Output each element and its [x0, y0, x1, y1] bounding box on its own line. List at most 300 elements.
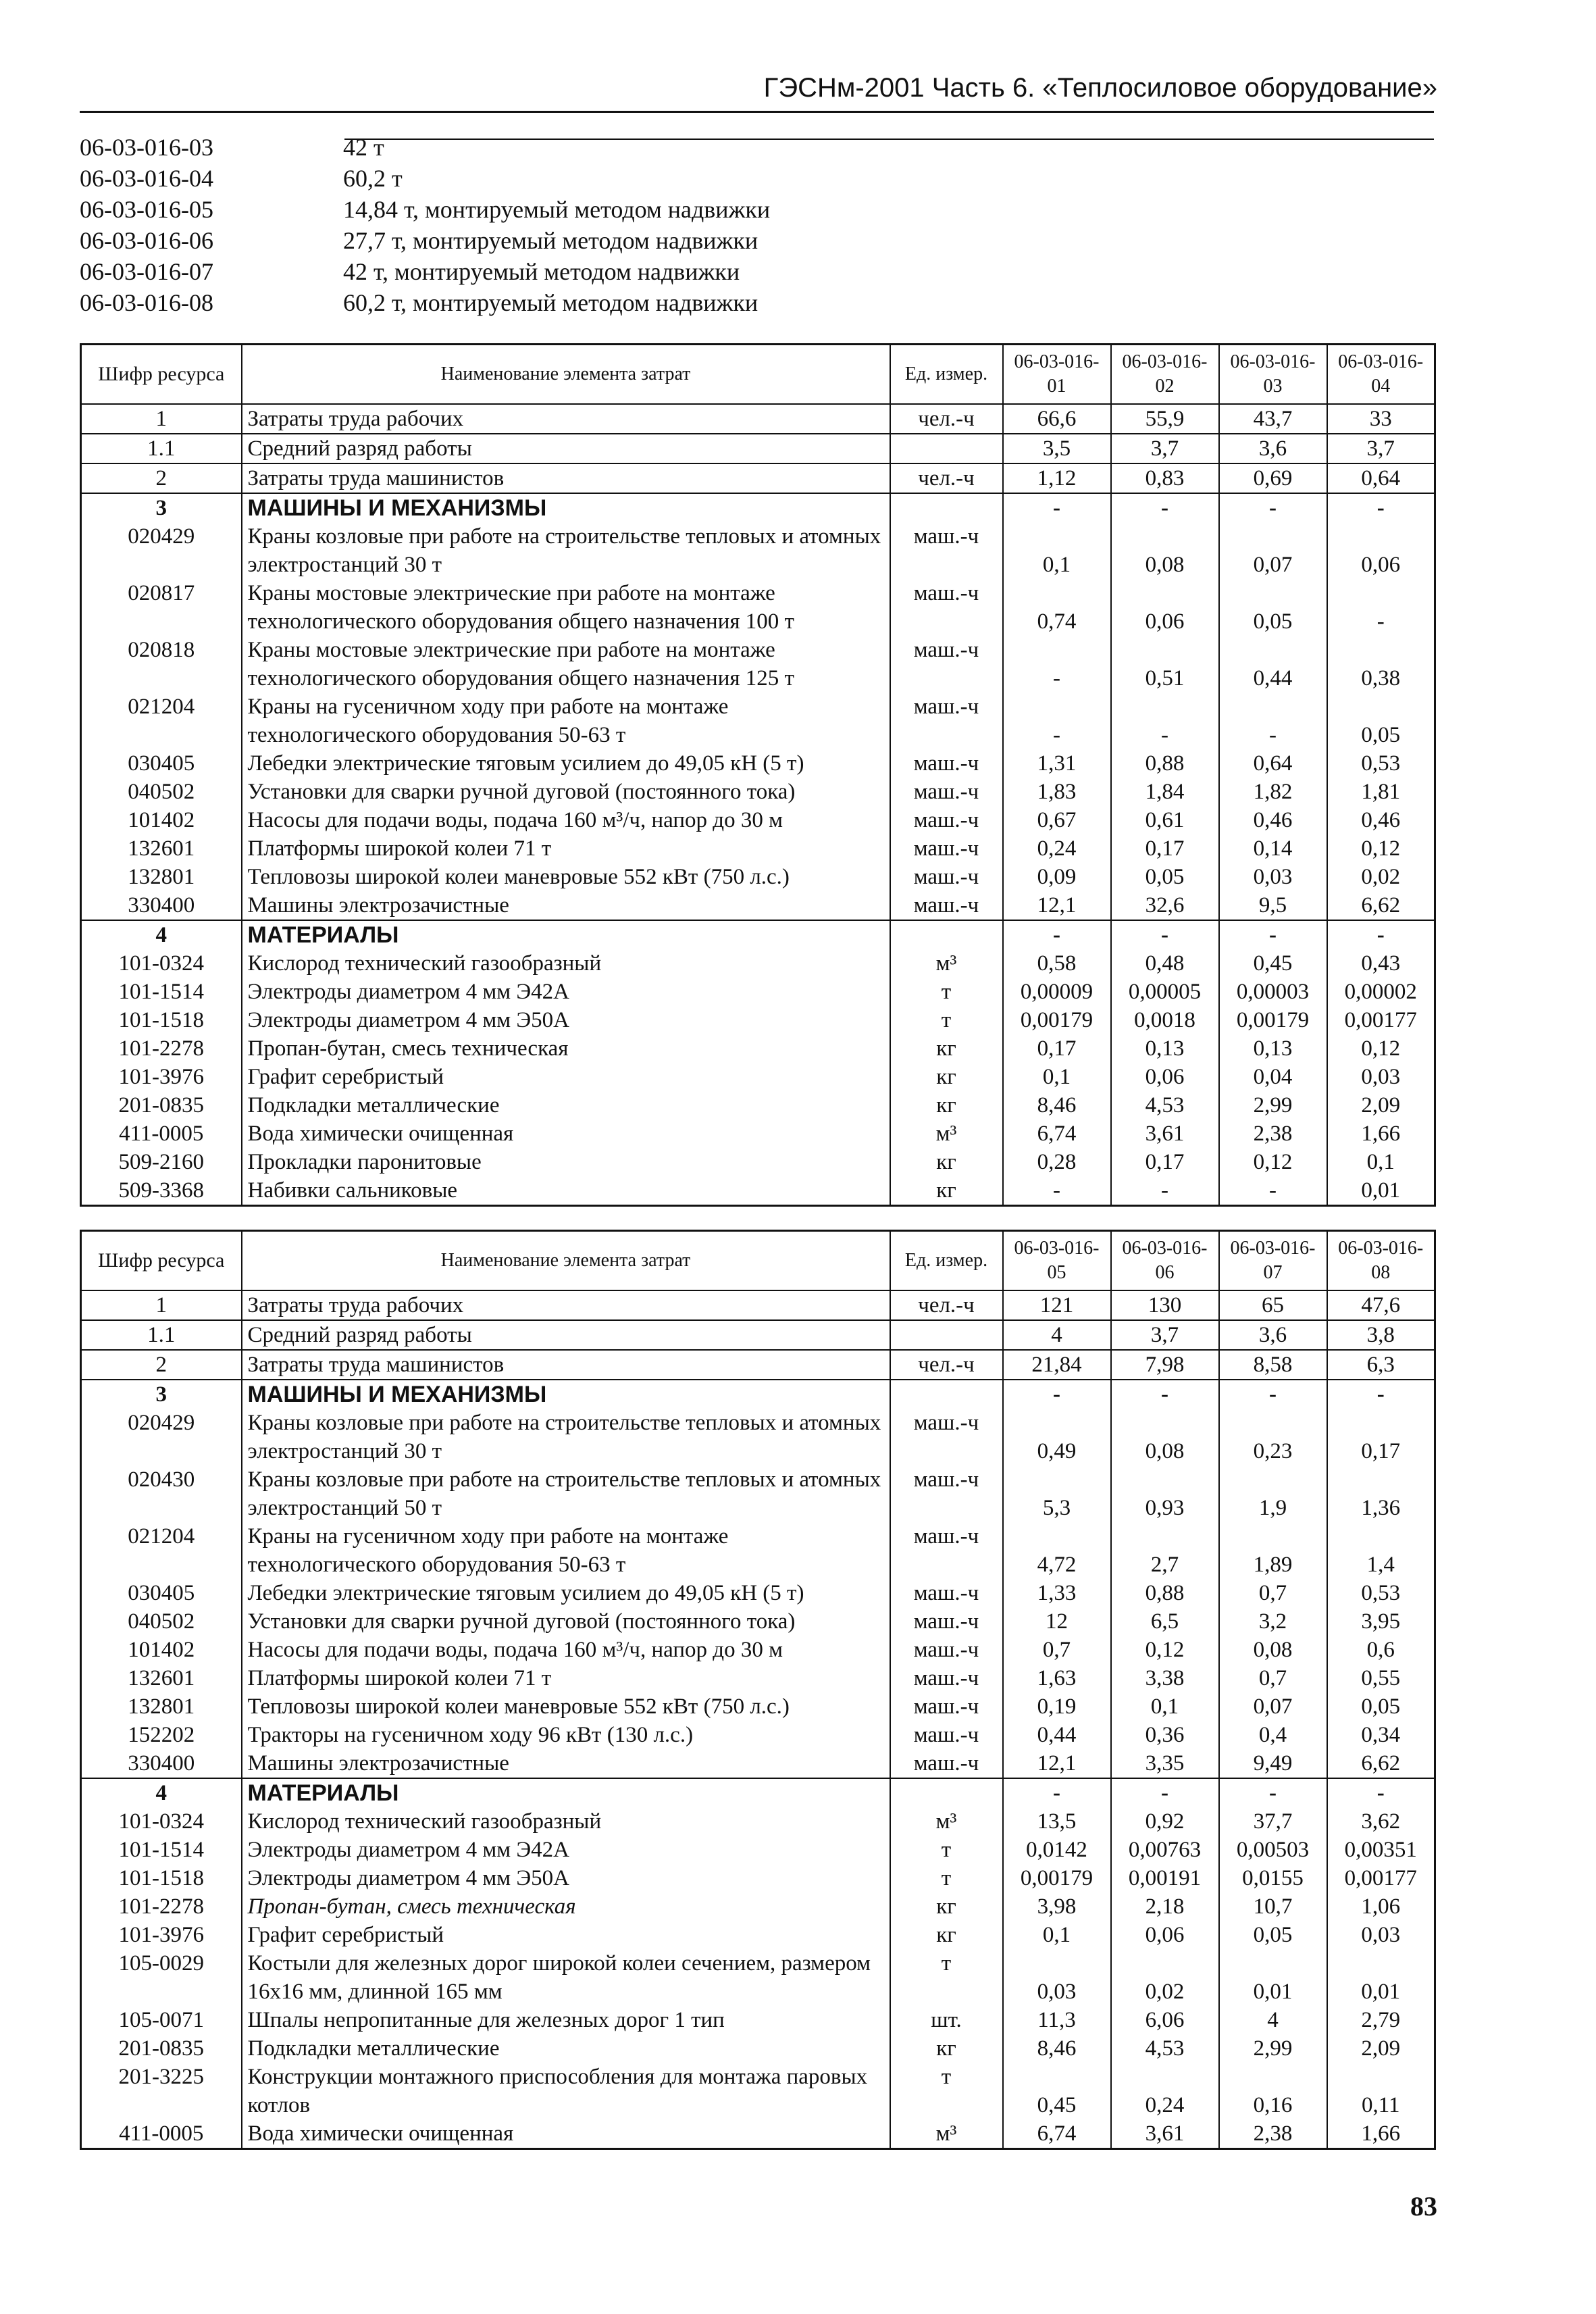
- resource-name: Конструкции монтажного приспособления для монтажа паровых котлов: [242, 2063, 890, 2119]
- resource-value: 65: [1219, 1290, 1327, 1320]
- resource-value: 47,6: [1327, 1290, 1435, 1320]
- table-row: [81, 463, 1435, 493]
- resource-unit: чел.-ч: [890, 404, 1003, 434]
- resource-value: 0,07: [1219, 522, 1327, 579]
- resource-value: 4,72: [1003, 1522, 1111, 1579]
- resource-value: 1,66: [1327, 1120, 1435, 1148]
- table-row: [81, 1320, 1435, 1350]
- resource-name: Пропан-бутан, смесь техническая: [242, 1034, 890, 1063]
- page-number: 83: [1410, 2191, 1437, 2221]
- resource-value: 8,58: [1219, 1350, 1327, 1380]
- resource-value: 0,06: [1111, 1921, 1219, 1949]
- resource-value: -: [1219, 920, 1327, 949]
- resource-unit: [890, 1320, 1003, 1350]
- table-row: [81, 404, 1435, 434]
- resource-value: 0,28: [1003, 1148, 1111, 1176]
- resource-value: 0,00191: [1111, 1864, 1219, 1892]
- resource-value: 3,7: [1111, 1320, 1219, 1350]
- resource-value: 5,3: [1003, 1465, 1111, 1522]
- variant-code: 06-03-016-05: [80, 196, 213, 223]
- resource-unit: [890, 920, 1003, 949]
- variant-code: 06-03-016-07: [80, 258, 213, 285]
- resource-name: Краны мостовые электрические при работе на монтаже технологического оборудования общего назначения 100 т: [242, 579, 890, 636]
- resource-value: -: [1219, 693, 1327, 749]
- resource-value: 0,03: [1003, 1949, 1111, 2006]
- resource-unit: маш.-ч: [890, 636, 1003, 693]
- resource-unit: кг: [890, 1034, 1003, 1063]
- header-unit: Ед. измер.: [890, 1231, 1003, 1291]
- resource-value: 43,7: [1219, 404, 1327, 434]
- resource-code: 020429: [81, 522, 242, 579]
- resource-value: 0,88: [1111, 749, 1219, 778]
- resource-value: -: [1111, 920, 1219, 949]
- resource-value: 0,7: [1219, 1664, 1327, 1692]
- resource-name: МАТЕРИАЛЫ: [242, 920, 890, 949]
- resource-unit: маш.-ч: [890, 1749, 1003, 1778]
- resource-value: 0,7: [1003, 1636, 1111, 1664]
- variant-description: 60,2 т, монтируемый методом надвижки: [343, 289, 758, 316]
- table-header-row: [81, 345, 1435, 405]
- resource-unit: маш.-ч: [890, 579, 1003, 636]
- header-col-3: 06-03-016-03: [1219, 345, 1327, 405]
- resource-name: Прокладки паронитовые: [242, 1148, 890, 1176]
- resource-value: -: [1003, 1778, 1111, 1807]
- table-row: [81, 1692, 1435, 1721]
- resource-value: 33: [1327, 404, 1435, 434]
- resource-name: Установки для сварки ручной дуговой (постоянного тока): [242, 1607, 890, 1636]
- resource-value: 0,1: [1003, 1921, 1111, 1949]
- resource-value: 32,6: [1111, 891, 1219, 920]
- resource-value: 0,6: [1327, 1636, 1435, 1664]
- table-row: [81, 806, 1435, 834]
- resource-name: Насосы для подачи воды, подача 160 м³/ч, напор до 30 м: [242, 806, 890, 834]
- resource-value: 2,09: [1327, 2034, 1435, 2063]
- resource-value: 0,16: [1219, 2063, 1327, 2119]
- resource-value: 0,69: [1219, 463, 1327, 493]
- resource-value: 0,02: [1327, 863, 1435, 891]
- resource-value: -: [1003, 636, 1111, 693]
- resource-code: 020818: [81, 636, 242, 693]
- resource-value: 0,0018: [1111, 1006, 1219, 1034]
- resource-value: 0,00179: [1003, 1006, 1111, 1034]
- resource-name: Машины электрозачистные: [242, 1749, 890, 1778]
- resource-value: 6,62: [1327, 1749, 1435, 1778]
- resource-value: 8,46: [1003, 1091, 1111, 1120]
- resource-unit: кг: [890, 1176, 1003, 1206]
- resource-unit: маш.-ч: [890, 1522, 1003, 1579]
- resource-value: 3,61: [1111, 2119, 1219, 2149]
- resource-code: 509-3368: [81, 1176, 242, 1206]
- table-row: [81, 1807, 1435, 1836]
- resource-value: 0,24: [1003, 834, 1111, 863]
- resource-code: 105-0029: [81, 1949, 242, 2006]
- resource-name: Тракторы на гусеничном ходу 96 кВт (130 л.с.): [242, 1721, 890, 1749]
- resource-value: 3,35: [1111, 1749, 1219, 1778]
- resource-value: 1,9: [1219, 1465, 1327, 1522]
- resource-name: Подкладки металлические: [242, 1091, 890, 1120]
- resource-value: 0,04: [1219, 1063, 1327, 1091]
- resource-value: -: [1327, 1778, 1435, 1807]
- resource-value: 0,00179: [1219, 1006, 1327, 1034]
- resource-value: 0,64: [1327, 463, 1435, 493]
- resource-value: 3,38: [1111, 1664, 1219, 1692]
- resource-value: -: [1111, 493, 1219, 522]
- table-row: [81, 834, 1435, 863]
- resource-value: 0,00009: [1003, 978, 1111, 1006]
- resource-name: Платформы широкой колеи 71 т: [242, 1664, 890, 1692]
- resource-value: 0,38: [1327, 636, 1435, 693]
- resource-value: 0,00351: [1327, 1836, 1435, 1864]
- resource-value: 0,1: [1003, 522, 1111, 579]
- variant-code: 06-03-016-04: [80, 165, 213, 192]
- resource-code: 3: [81, 493, 242, 522]
- resource-unit: маш.-ч: [890, 1607, 1003, 1636]
- resource-value: 0,14: [1219, 834, 1327, 863]
- table-row: [81, 1148, 1435, 1176]
- resource-value: 0,12: [1327, 1034, 1435, 1063]
- header-name: Наименование элемента затрат: [242, 1231, 890, 1291]
- resource-code: 101-2278: [81, 1892, 242, 1921]
- resource-unit: маш.-ч: [890, 522, 1003, 579]
- resource-value: 0,13: [1111, 1034, 1219, 1063]
- resource-name: Затраты труда машинистов: [242, 1350, 890, 1380]
- resource-value: -: [1219, 1778, 1327, 1807]
- section-row: [81, 920, 1435, 949]
- resource-value: -: [1111, 1380, 1219, 1409]
- resource-unit: маш.-ч: [890, 693, 1003, 749]
- resource-name: Установки для сварки ручной дуговой (постоянного тока): [242, 778, 890, 806]
- table-row: [81, 1006, 1435, 1034]
- resource-value: 0,11: [1327, 2063, 1435, 2119]
- resource-value: 0,06: [1327, 522, 1435, 579]
- table-row: [81, 1636, 1435, 1664]
- resource-name: Тепловозы широкой колеи маневровые 552 кВт (750 л.с.): [242, 863, 890, 891]
- resource-value: 0,23: [1219, 1409, 1327, 1465]
- resource-name: Вода химически очищенная: [242, 2119, 890, 2149]
- resource-code: 101402: [81, 806, 242, 834]
- table-row: [81, 949, 1435, 978]
- resource-unit: маш.-ч: [890, 1636, 1003, 1664]
- resource-name: Электроды диаметром 4 мм Э42А: [242, 1836, 890, 1864]
- resource-value: 12: [1003, 1607, 1111, 1636]
- resource-value: 6,3: [1327, 1350, 1435, 1380]
- resource-value: 0,08: [1219, 1636, 1327, 1664]
- resource-value: 2,38: [1219, 2119, 1327, 2149]
- resource-value: 1,33: [1003, 1579, 1111, 1607]
- resource-value: -: [1003, 1380, 1111, 1409]
- resource-unit: кг: [890, 1892, 1003, 1921]
- header-col-1: 06-03-016-05: [1003, 1231, 1111, 1291]
- resource-code: 1.1: [81, 434, 242, 463]
- resource-value: 0,51: [1111, 636, 1219, 693]
- table-row: [81, 778, 1435, 806]
- resource-code: 101-0324: [81, 949, 242, 978]
- resource-name: Краны на гусеничном ходу при работе на монтаже технологического оборудования 50-63 т: [242, 1522, 890, 1579]
- resource-value: 121: [1003, 1290, 1111, 1320]
- resource-value: 0,55: [1327, 1664, 1435, 1692]
- header-col-1: 06-03-016-01: [1003, 345, 1111, 405]
- variant-row: [80, 256, 770, 287]
- resource-code: 330400: [81, 1749, 242, 1778]
- resource-value: 0,4: [1219, 1721, 1327, 1749]
- table-row: [81, 1607, 1435, 1636]
- resource-unit: маш.-ч: [890, 1721, 1003, 1749]
- resource-value: 12,1: [1003, 891, 1111, 920]
- resource-value: 0,06: [1111, 579, 1219, 636]
- resource-value: 0,12: [1111, 1636, 1219, 1664]
- table-row: [81, 579, 1435, 636]
- resource-value: 0,03: [1327, 1063, 1435, 1091]
- resource-unit: [890, 493, 1003, 522]
- resource-value: 3,5: [1003, 434, 1111, 463]
- resource-name: Графит серебристый: [242, 1063, 890, 1091]
- resource-code: 101-1514: [81, 978, 242, 1006]
- header-rule: [80, 111, 1434, 113]
- resource-value: -: [1003, 693, 1111, 749]
- resource-value: 0,44: [1003, 1721, 1111, 1749]
- resource-value: 21,84: [1003, 1350, 1111, 1380]
- resource-unit: кг: [890, 1063, 1003, 1091]
- resource-value: 0,00002: [1327, 978, 1435, 1006]
- table-row: [81, 1522, 1435, 1579]
- resource-code: 4: [81, 920, 242, 949]
- resource-value: 4,53: [1111, 1091, 1219, 1120]
- header-code: Шифр ресурса: [81, 1231, 242, 1291]
- resource-value: 3,8: [1327, 1320, 1435, 1350]
- resource-code: 040502: [81, 778, 242, 806]
- resource-value: 3,62: [1327, 1807, 1435, 1836]
- resource-code: 030405: [81, 749, 242, 778]
- resource-name: Краны мостовые электрические при работе на монтаже технологического оборудования общего назначения 125 т: [242, 636, 890, 693]
- resource-value: 0,05: [1111, 863, 1219, 891]
- resource-code: 020817: [81, 579, 242, 636]
- header-col-4: 06-03-016-08: [1327, 1231, 1435, 1291]
- resource-name: Подкладки металлические: [242, 2034, 890, 2063]
- resource-value: 0,46: [1219, 806, 1327, 834]
- resource-value: 1,36: [1327, 1465, 1435, 1522]
- resource-unit: кг: [890, 1148, 1003, 1176]
- resource-value: 2,99: [1219, 2034, 1327, 2063]
- resource-value: -: [1327, 579, 1435, 636]
- resource-value: 0,44: [1219, 636, 1327, 693]
- resource-value: 9,49: [1219, 1749, 1327, 1778]
- resource-name: Лебедки электрические тяговым усилием до 49,05 кН (5 т): [242, 1579, 890, 1607]
- resource-name: Вода химически очищенная: [242, 1120, 890, 1148]
- resource-value: 0,05: [1219, 1921, 1327, 1949]
- resource-value: -: [1327, 920, 1435, 949]
- table-row: [81, 1063, 1435, 1091]
- table-row: [81, 2063, 1435, 2119]
- resource-value: 3,7: [1111, 434, 1219, 463]
- resource-value: 0,17: [1003, 1034, 1111, 1063]
- header-col-2: 06-03-016-02: [1111, 345, 1219, 405]
- resource-value: 2,38: [1219, 1120, 1327, 1148]
- table-row: [81, 1034, 1435, 1063]
- resource-unit: [890, 1380, 1003, 1409]
- resource-value: 55,9: [1111, 404, 1219, 434]
- header-col-2: 06-03-016-06: [1111, 1231, 1219, 1291]
- variant-description: 60,2 т: [343, 165, 403, 192]
- variant-row: [80, 163, 770, 194]
- resource-value: 0,05: [1327, 693, 1435, 749]
- resource-value: 0,01: [1327, 1949, 1435, 2006]
- resource-value: 1,66: [1327, 2119, 1435, 2149]
- resource-unit: маш.-ч: [890, 1664, 1003, 1692]
- table-row: [81, 434, 1435, 463]
- resource-value: 3,95: [1327, 1607, 1435, 1636]
- table-row: [81, 978, 1435, 1006]
- resource-value: 0,58: [1003, 949, 1111, 978]
- resource-code: 132801: [81, 863, 242, 891]
- resource-table-1: [80, 343, 1436, 1207]
- resource-code: 040502: [81, 1607, 242, 1636]
- resource-code: 152202: [81, 1721, 242, 1749]
- resource-value: 37,7: [1219, 1807, 1327, 1836]
- header-code: Шифр ресурса: [81, 345, 242, 405]
- resource-name: МАТЕРИАЛЫ: [242, 1778, 890, 1807]
- resource-value: 0,1: [1111, 1692, 1219, 1721]
- resource-value: 0,0142: [1003, 1836, 1111, 1864]
- resource-name: МАШИНЫ И МЕХАНИЗМЫ: [242, 1380, 890, 1409]
- resource-name: Кислород технический газообразный: [242, 949, 890, 978]
- resource-value: 0,00177: [1327, 1006, 1435, 1034]
- variant-row: [80, 132, 770, 163]
- table-row: [81, 1409, 1435, 1465]
- resource-unit: [890, 1778, 1003, 1807]
- resource-value: 0,7: [1219, 1579, 1327, 1607]
- resource-value: 3,98: [1003, 1892, 1111, 1921]
- variant-description: 42 т, монтируемый методом надвижки: [343, 258, 740, 285]
- table-row: [81, 636, 1435, 693]
- resource-value: 0,00503: [1219, 1836, 1327, 1864]
- resource-code: 020430: [81, 1465, 242, 1522]
- resource-name: Краны козловые при работе на строительстве тепловых и атомных электростанций 50 т: [242, 1465, 890, 1522]
- resource-value: 0,03: [1219, 863, 1327, 891]
- resource-name: Набивки сальниковые: [242, 1176, 890, 1206]
- resource-code: 132601: [81, 1664, 242, 1692]
- resource-value: 3,6: [1219, 434, 1327, 463]
- resource-value: -: [1327, 493, 1435, 522]
- resource-code: 101-1518: [81, 1864, 242, 1892]
- resource-code: 101-0324: [81, 1807, 242, 1836]
- resource-code: 101402: [81, 1636, 242, 1664]
- resource-value: -: [1219, 1176, 1327, 1206]
- resource-value: 0,00003: [1219, 978, 1327, 1006]
- table-row: [81, 1721, 1435, 1749]
- resource-value: 4,53: [1111, 2034, 1219, 2063]
- resource-value: 6,5: [1111, 1607, 1219, 1636]
- resource-value: 0,0155: [1219, 1864, 1327, 1892]
- resource-name: Тепловозы широкой колеи маневровые 552 кВт (750 л.с.): [242, 1692, 890, 1721]
- resource-value: 0,83: [1111, 463, 1219, 493]
- resource-code: 4: [81, 1778, 242, 1807]
- resource-unit: маш.-ч: [890, 834, 1003, 863]
- header-unit: Ед. измер.: [890, 345, 1003, 405]
- resource-unit: т: [890, 1006, 1003, 1034]
- resource-value: 0,06: [1111, 1063, 1219, 1091]
- resource-value: 1,63: [1003, 1664, 1111, 1692]
- resource-value: 0,48: [1111, 949, 1219, 978]
- resource-code: 101-1514: [81, 1836, 242, 1864]
- resource-value: 2,7: [1111, 1522, 1219, 1579]
- resource-code: 021204: [81, 1522, 242, 1579]
- resource-value: 0,46: [1327, 806, 1435, 834]
- resource-value: 2,79: [1327, 2006, 1435, 2034]
- resource-unit: маш.-ч: [890, 1692, 1003, 1721]
- resource-name: Затраты труда рабочих: [242, 404, 890, 434]
- resource-value: 0,64: [1219, 749, 1327, 778]
- resource-unit: м³: [890, 1807, 1003, 1836]
- resource-name: Электроды диаметром 4 мм Э50А: [242, 1864, 890, 1892]
- variant-code: 06-03-016-03: [80, 134, 213, 161]
- resource-value: 2,09: [1327, 1091, 1435, 1120]
- resource-value: 0,17: [1327, 1409, 1435, 1465]
- resource-unit: т: [890, 1836, 1003, 1864]
- resource-name: Электроды диаметром 4 мм Э50А: [242, 1006, 890, 1034]
- resource-code: 105-0071: [81, 2006, 242, 2034]
- table-row: [81, 749, 1435, 778]
- table-row: [81, 1892, 1435, 1921]
- resource-value: 0,00005: [1111, 978, 1219, 1006]
- resource-value: -: [1111, 1176, 1219, 1206]
- table-row: [81, 1465, 1435, 1522]
- resource-unit: [890, 434, 1003, 463]
- resource-value: -: [1219, 1380, 1327, 1409]
- resource-value: 10,7: [1219, 1892, 1327, 1921]
- resource-value: 0,36: [1111, 1721, 1219, 1749]
- table-row: [81, 1921, 1435, 1949]
- resource-code: 411-0005: [81, 1120, 242, 1148]
- resource-value: 0,00763: [1111, 1836, 1219, 1864]
- resource-value: 12,1: [1003, 1749, 1111, 1778]
- resource-name: Электроды диаметром 4 мм Э42А: [242, 978, 890, 1006]
- variant-row: [80, 225, 770, 256]
- resource-value: 13,5: [1003, 1807, 1111, 1836]
- resource-unit: маш.-ч: [890, 1579, 1003, 1607]
- resource-value: 66,6: [1003, 404, 1111, 434]
- resource-value: 0,53: [1327, 749, 1435, 778]
- variant-description: 27,7 т, монтируемый методом надвижки: [343, 227, 758, 254]
- resource-unit: т: [890, 2063, 1003, 2119]
- resource-unit: шт.: [890, 2006, 1003, 2034]
- resource-value: 3,2: [1219, 1607, 1327, 1636]
- resource-value: 1,82: [1219, 778, 1327, 806]
- resource-value: 0,17: [1111, 1148, 1219, 1176]
- table-row: [81, 2119, 1435, 2149]
- resource-value: 1,84: [1111, 778, 1219, 806]
- resource-value: 0,45: [1003, 2063, 1111, 2119]
- resource-name: Затраты труда рабочих: [242, 1290, 890, 1320]
- resource-value: 2,18: [1111, 1892, 1219, 1921]
- resource-value: 0,12: [1327, 834, 1435, 863]
- resource-value: 0,02: [1111, 1949, 1219, 2006]
- table-row: [81, 863, 1435, 891]
- resource-code: 030405: [81, 1579, 242, 1607]
- resource-name: Затраты труда машинистов: [242, 463, 890, 493]
- resource-name: Платформы широкой колеи 71 т: [242, 834, 890, 863]
- resource-code: 201-0835: [81, 1091, 242, 1120]
- resource-code: 509-2160: [81, 1148, 242, 1176]
- resource-code: 101-3976: [81, 1063, 242, 1091]
- resource-value: 6,74: [1003, 2119, 1111, 2149]
- resource-value: 0,09: [1003, 863, 1111, 891]
- table-row: [81, 1749, 1435, 1778]
- table-row: [81, 1176, 1435, 1206]
- resource-value: -: [1111, 693, 1219, 749]
- resource-value: 1,12: [1003, 463, 1111, 493]
- resource-value: 0,00177: [1327, 1864, 1435, 1892]
- resource-code: 132601: [81, 834, 242, 863]
